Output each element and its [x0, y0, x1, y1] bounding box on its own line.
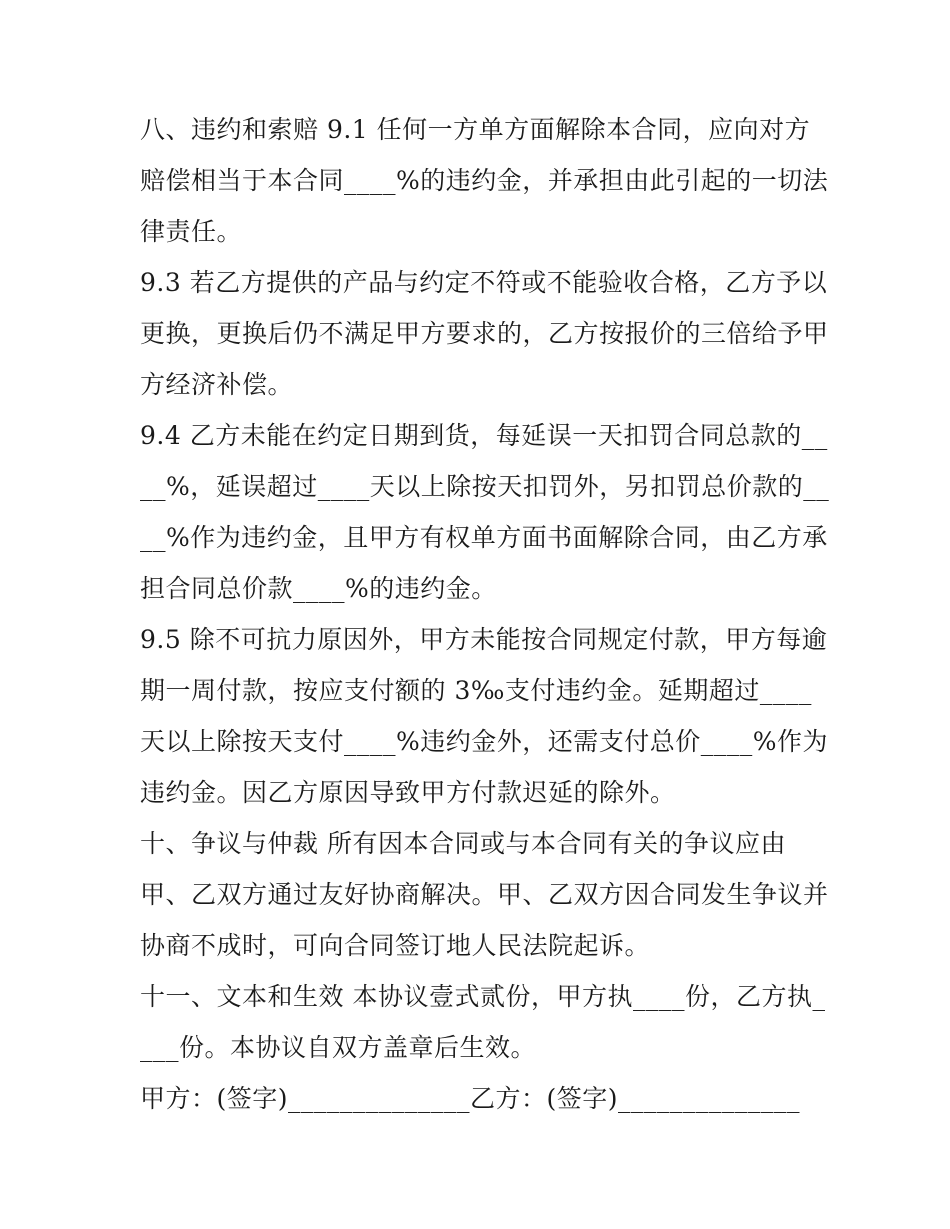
clause-10-dispute: 十、争议与仲裁 所有因本合同或与本合同有关的争议应由甲、乙双方通过友好协商解决。甲、乙双方因合同发生争议并协商不成时，可向合同签订地人民法院起诉。	[140, 829, 829, 960]
clause-11-effect: 十一、文本和生效 本协议壹式贰份，甲方执____份，乙方执____份。本协议自双方盖章后生效。	[140, 982, 826, 1062]
document-body	[140, 104, 830, 1124]
clause-9-5: 9.5 除不可抗力原因外，甲方未能按合同规定付款，甲方每逾期一周付款，按应支付额的 3‰支付违约金。延期超过____天以上除按天支付____%违约金外，还需支付总价____%作为违约金。因乙方原因导致甲方付款迟延的除外。	[140, 625, 829, 807]
clause-9-3: 9.3 若乙方提供的产品与约定不符或不能验收合格，乙方予以更换，更换后仍不满足甲方要求的，乙方按报价的三倍给予甲方经济补偿。	[140, 268, 829, 399]
clause-8-breach: 八、违约和索赔 9.1 任何一方单方面解除本合同，应向对方赔偿相当于本合同____%的违约金，并承担由此引起的一切法律责任。	[140, 115, 829, 246]
signature-line: 甲方：(签字)______________乙方：(签字)______________	[140, 1084, 801, 1113]
clause-9-4: 9.4 乙方未能在约定日期到货，每延误一天扣罚合同总款的____%，延误超过____天以上除按天扣罚外，另扣罚总价款的____%作为违约金，且甲方有权单方面书面解除合同，由乙方承担合同总价款____%的违约金。	[140, 421, 830, 603]
